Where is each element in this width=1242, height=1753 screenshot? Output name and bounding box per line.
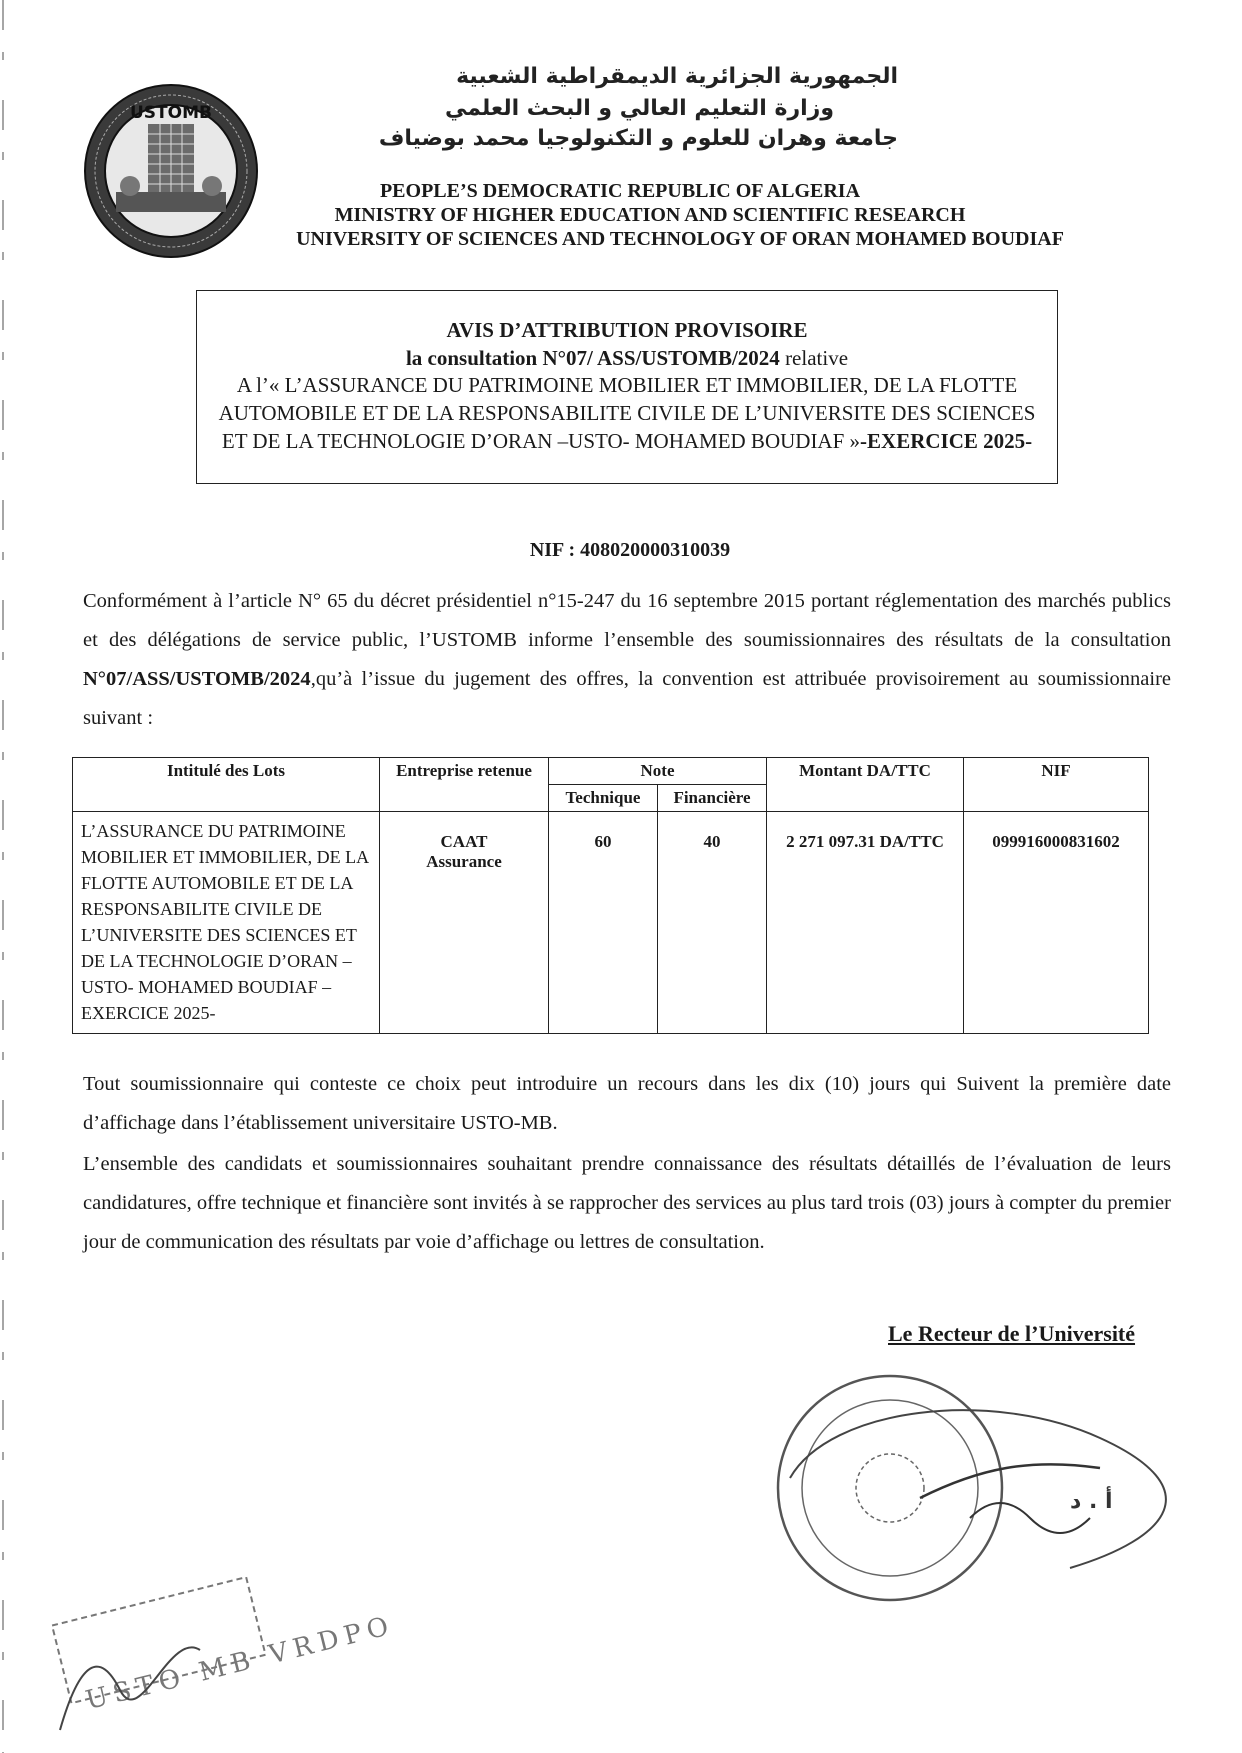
object-line3-text: ET DE LA TECHNOLOGIE D’ORAN –USTO- MOHAMED BOUDIAF » bbox=[221, 429, 861, 453]
header-financiere: Financière bbox=[658, 785, 767, 812]
notice-title-box bbox=[196, 290, 1058, 484]
cell-entreprise bbox=[380, 812, 549, 1034]
header-entreprise: Entreprise retenue bbox=[380, 758, 549, 812]
cell-lot: L’ASSURANCE DU PATRIMOINE MOBILIER ET IMMOBILIER, DE LA FLOTTE AUTOMOBILE ET DE LA RESPONSABILITE CIVILE DE L’UNIVERSITE DES SCIENCES ET DE LA TECHNOLOGIE D’ORAN –USTO- MOHAMED BOUDIAF – EXERCICE 2025- bbox=[73, 812, 380, 1034]
notice-title: AVIS D’ATTRIBUTION PROVISOIRE bbox=[446, 318, 808, 342]
header-technique: Technique bbox=[549, 785, 658, 812]
arabic-header-line3: جامعة وهران للعلوم و التكنولوجيا محمد بوضياف bbox=[378, 126, 898, 151]
cell-montant: 2 271 097.31 DA/TTC bbox=[767, 812, 964, 1034]
arabic-header-line1: الجمهورية الجزائرية الديمقراطية الشعبية bbox=[456, 64, 898, 89]
signature-title: Le Recteur de l’Université bbox=[888, 1321, 1136, 1346]
header-note: Note bbox=[549, 758, 767, 785]
exercise-year: -EXERCICE 2025- bbox=[860, 429, 1033, 453]
english-header-line1: PEOPLE’S DEMOCRATIC REPUBLIC OF ALGERIA bbox=[379, 180, 861, 202]
appeal-paragraph: Tout soumissionnaire qui conteste ce choix peut introduire un recours dans les dix (10) jours qui Suivent la première date d’affichage dans l’établissement universitaire USTO-MB. bbox=[83, 1073, 1171, 1134]
consultation-object-line2: AUTOMOBILE ET DE LA RESPONSABILITE CIVILE DE L’UNIVERSITE DES SCIENCES bbox=[218, 401, 1036, 425]
scan-margin-marks bbox=[0, 0, 10, 1753]
institution-nif: NIF : 408020000310039 bbox=[529, 539, 731, 561]
cell-technique: 60 bbox=[549, 812, 658, 1034]
official-stamp bbox=[770, 1368, 1190, 1608]
cell-financiere: 40 bbox=[658, 812, 767, 1034]
consultation-relative: relative bbox=[779, 346, 849, 370]
english-header-line3: UNIVERSITY OF SCIENCES AND TECHNOLOGY OF ORAN MOHAMED BOUDIAF bbox=[296, 228, 1064, 250]
logo-text: USTOMB bbox=[130, 103, 212, 123]
consultation-reference bbox=[197, 346, 1057, 371]
header-montant: Montant DA/TTC bbox=[767, 758, 964, 812]
paragraph1-part1: Conformément à l’article N° 65 du décret présidentiel n°15-247 du 16 septembre 2015 portant réglementation des marchés publics et des délégations de service public, l’USTOMB informe l’ensemble des soumissionnaires des résultats de la consultation bbox=[83, 590, 1171, 651]
english-header-line2: MINISTRY OF HIGHER EDUCATION AND SCIENTIFIC RESEARCH bbox=[334, 204, 966, 226]
entreprise-type: Assurance bbox=[426, 852, 502, 871]
results-consultation-paragraph: L’ensemble des candidats et soumissionnaires souhaitant prendre connaissance des résultats détaillés de l’évaluation de leurs candidatures, offre technique et financière sont invités à se rapprocher des services au plus tard trois (03) jours à compter du premier jour de communication des résultats par voie d’affichage ou lettres de consultation. bbox=[83, 1153, 1171, 1253]
reception-stamp bbox=[30, 1540, 398, 1750]
stamp-initials: أ . د bbox=[1070, 1489, 1113, 1514]
arabic-header-line2: وزارة التعليم العالي و البحث العلمي bbox=[444, 96, 834, 121]
header-lots: Intitulé des Lots bbox=[73, 758, 380, 812]
consultation-object-line3 bbox=[197, 429, 1057, 454]
consultation-object-line1: A l’« L’ASSURANCE DU PATRIMOINE MOBILIER ET IMMOBILIER, DE LA FLOTTE bbox=[236, 373, 1018, 397]
paragraph1-consultation-number: N°07/ASS/USTOMB/2024 bbox=[83, 668, 311, 690]
header-nif: NIF bbox=[964, 758, 1149, 812]
university-logo bbox=[82, 82, 260, 260]
table-row bbox=[73, 812, 1149, 1034]
cell-nif: 099916000831602 bbox=[964, 812, 1149, 1034]
reception-stamp-text: USTO MB VRDPO bbox=[82, 1610, 398, 1717]
table-header-row bbox=[73, 758, 1149, 785]
consultation-number: la consultation N°07/ ASS/USTOMB/2024 bbox=[405, 346, 780, 370]
paragraph1-part2: ,qu’à l’issue du jugement des offres, la convention est attribuée provisoirement au soumissionnaire suivant : bbox=[83, 668, 1171, 729]
award-table bbox=[72, 757, 1149, 1034]
legal-reference-paragraph bbox=[83, 582, 1171, 738]
entreprise-name: CAAT bbox=[440, 832, 488, 851]
